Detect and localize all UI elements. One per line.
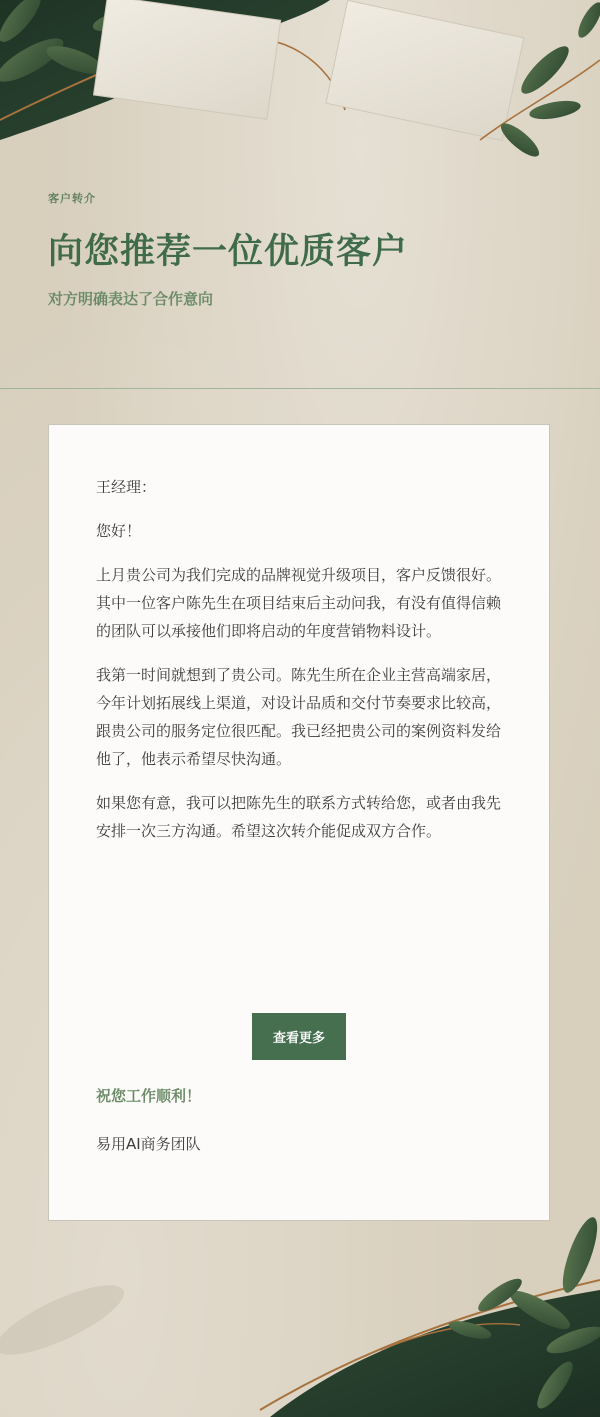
- eyebrow-label: 客户转介: [48, 192, 96, 205]
- page-title: 向您推荐一位优质客户: [48, 232, 409, 272]
- salutation: 王经理：: [96, 478, 157, 496]
- email-header: [48, 190, 568, 309]
- letter-paragraph: 我第一时间就想到了贵公司。陈先生所在企业主营高端家居，今年计划拓展线上渠道，对设计品质和交付节奏要求比较高，跟贵公司的服务定位很匹配。我已经把贵公司的案例资料发给他了，他表示希望尽快沟通。: [96, 666, 502, 768]
- leaves-bottom-decor: [0, 1200, 600, 1417]
- header-divider: [0, 388, 600, 389]
- closing-line: 祝您工作顺利！: [96, 1087, 202, 1105]
- letter-paragraph: 如果您有意，我可以把陈先生的联系方式转给您，或者由我先安排一次三方沟通。希望这次转介能促成双方合作。: [96, 794, 502, 840]
- cta-container: [49, 1013, 549, 1060]
- view-more-button[interactable]: 查看更多: [252, 1013, 346, 1060]
- greeting: 您好！: [96, 522, 142, 540]
- letter-paragraph: 上月贵公司为我们完成的品牌视觉升级项目，客户反馈很好。其中一位客户陈先生在项目结束后主动问我，有没有值得信赖的团队可以承接他们即将启动的年度营销物料设计。: [96, 566, 502, 640]
- letter-card: [48, 424, 550, 1221]
- signature: 易用AI商务团队: [96, 1135, 201, 1153]
- letter-body: [96, 473, 506, 861]
- paper-cards-leaves-decor: [0, 0, 600, 200]
- page-subtitle: 对方明确表达了合作意向: [48, 290, 214, 308]
